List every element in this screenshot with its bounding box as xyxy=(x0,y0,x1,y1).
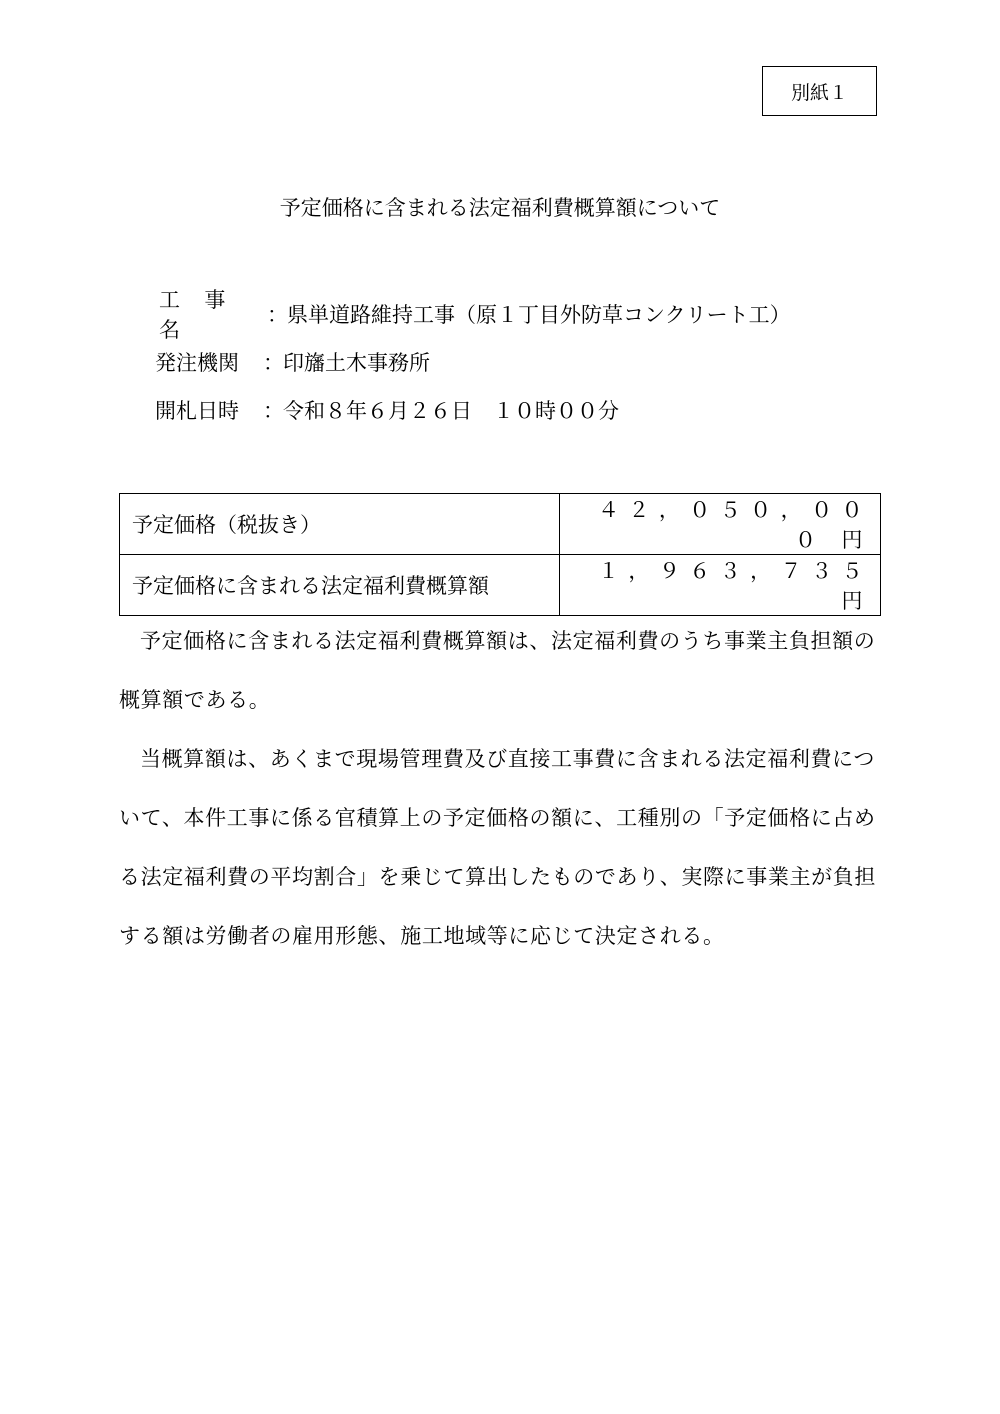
welfare-cost-label: 予定価格に含まれる法定福利費概算額 xyxy=(120,555,560,616)
paragraph: 当概算額は、あくまで現場管理費及び直接工事費に含まれる法定福利費について、本件工事に係る官積算上の予定価格の額に、工種別の「予定価格に占める法定福利費の平均割合」を乗じて算出したものであり、実際に事業主が負担する額は労働者の雇用形態、施工地域等に応じて決定される。 xyxy=(119,747,877,948)
ordering-office-value: 印旛土木事務所 xyxy=(283,351,430,375)
document-title: 予定価格に含まれる法定福利費概算額について xyxy=(279,196,721,220)
project-name-label: 工 事 名 xyxy=(159,288,235,342)
body-text xyxy=(119,612,883,966)
ordering-office-separator: ： xyxy=(263,351,284,375)
table-row xyxy=(120,555,881,616)
paragraph: 予定価格に含まれる法定福利費概算額は、法定福利費のうち事業主負担額の概算額である。 xyxy=(119,629,876,712)
welfare-cost-value: １，９６３，７３５ 円 xyxy=(560,555,881,616)
project-info xyxy=(155,288,791,444)
ordering-office-label: 発注機関 xyxy=(155,351,239,375)
planned-price-label: 予定価格（税抜き） xyxy=(120,494,560,555)
ordering-office-row xyxy=(155,346,791,378)
opening-datetime-separator: ： xyxy=(263,399,284,423)
planned-price-value: ４２，０５０，０００ 円 xyxy=(560,494,881,555)
opening-datetime-label: 開札日時 xyxy=(155,399,239,423)
opening-datetime-row xyxy=(155,394,791,426)
project-name-value: 県単道路維持工事（原１丁目外防草コンクリート工） xyxy=(287,303,791,327)
project-name-row xyxy=(155,288,791,342)
project-name-separator: ： xyxy=(267,303,288,327)
attachment-label: 別紙１ xyxy=(762,66,877,116)
opening-datetime-value: 令和８年６月２６日 １０時００分 xyxy=(283,399,619,423)
price-table xyxy=(119,493,881,616)
table-row xyxy=(120,494,881,555)
